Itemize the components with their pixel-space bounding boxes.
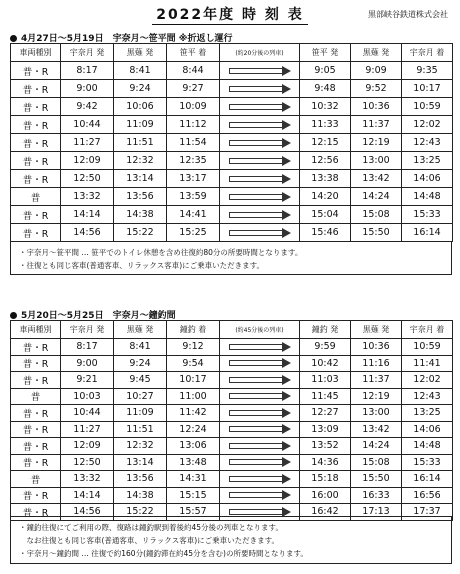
table-row <box>11 372 453 389</box>
table-row <box>11 355 453 372</box>
time-cell: 12:02 <box>402 116 453 134</box>
time-cell: 10:17 <box>167 372 220 389</box>
time-cell: 13:56 <box>114 471 167 488</box>
time-cell: 8:41 <box>114 62 167 80</box>
time-cell: 10:59 <box>402 339 453 356</box>
time-cell: 12:32 <box>114 438 167 455</box>
table-row <box>11 339 453 356</box>
time-cell: 11:27 <box>61 134 114 152</box>
car-type-cell: 普・R <box>11 170 61 188</box>
arrow-right-icon <box>229 376 291 384</box>
arrow-right-icon <box>229 193 291 201</box>
arrow-right-icon <box>229 343 291 351</box>
time-cell: 10:44 <box>61 405 114 422</box>
arrow-right-icon <box>229 425 291 433</box>
table-row <box>11 471 453 488</box>
time-cell: 14:56 <box>61 504 114 521</box>
arrow-cell <box>220 355 300 372</box>
time-cell: 17:13 <box>351 504 402 521</box>
time-cell: 11:51 <box>114 421 167 438</box>
time-cell: 16:14 <box>402 224 453 242</box>
table-row <box>11 421 453 438</box>
table-header <box>11 321 453 339</box>
time-cell: 14:38 <box>114 487 167 504</box>
time-cell: 13:09 <box>300 421 351 438</box>
time-cell: 13:32 <box>61 471 114 488</box>
car-type-cell: 普・R <box>11 116 61 134</box>
time-cell: 11:09 <box>114 405 167 422</box>
car-type-cell: 普・R <box>11 405 61 422</box>
time-cell: 14:20 <box>300 188 351 206</box>
table-row <box>11 80 453 98</box>
time-cell: 8:44 <box>167 62 220 80</box>
time-cell: 9:59 <box>300 339 351 356</box>
table-row <box>11 62 453 80</box>
time-cell: 13:32 <box>61 188 114 206</box>
column-header: 笹平 発 <box>300 44 351 62</box>
arrow-right-icon <box>229 85 291 93</box>
car-type-cell: 普・R <box>11 206 61 224</box>
time-cell: 9:35 <box>402 62 453 80</box>
arrow-right-icon <box>229 491 291 499</box>
car-type-cell: 普・R <box>11 98 61 116</box>
column-header: 黒薙 発 <box>351 321 402 339</box>
time-cell: 13:00 <box>351 405 402 422</box>
column-header: (約20分後の列車) <box>220 44 300 62</box>
time-cell: 13:52 <box>300 438 351 455</box>
time-cell: 11:41 <box>402 355 453 372</box>
company-name: 黒部峡谷鉄道株式会社 <box>368 10 448 19</box>
arrow-cell <box>220 224 300 242</box>
car-type-cell: 普 <box>11 388 61 405</box>
table-row <box>11 134 453 152</box>
time-cell: 9:24 <box>114 355 167 372</box>
time-cell: 11:27 <box>61 421 114 438</box>
time-cell: 15:25 <box>167 224 220 242</box>
time-cell: 16:14 <box>402 471 453 488</box>
time-cell: 14:31 <box>167 471 220 488</box>
time-cell: 8:41 <box>114 339 167 356</box>
car-type-cell: 普・R <box>11 504 61 521</box>
time-cell: 14:06 <box>402 421 453 438</box>
time-cell: 15:08 <box>351 454 402 471</box>
time-cell: 14:24 <box>351 438 402 455</box>
arrow-cell <box>220 339 300 356</box>
time-cell: 15:57 <box>167 504 220 521</box>
arrow-cell <box>220 134 300 152</box>
arrow-right-icon <box>229 359 291 367</box>
car-type-cell: 普・R <box>11 454 61 471</box>
time-cell: 14:48 <box>402 438 453 455</box>
time-cell: 14:14 <box>61 487 114 504</box>
table-row <box>11 116 453 134</box>
time-cell: 16:33 <box>351 487 402 504</box>
time-cell: 11:03 <box>300 372 351 389</box>
car-type-cell: 普・R <box>11 80 61 98</box>
time-cell: 13:38 <box>300 170 351 188</box>
time-cell: 12:56 <box>300 152 351 170</box>
arrow-cell <box>220 188 300 206</box>
time-cell: 10:36 <box>351 98 402 116</box>
column-header: 鐘釣 着 <box>167 321 220 339</box>
section2-notes <box>10 516 452 564</box>
arrow-right-icon <box>229 475 291 483</box>
time-cell: 15:50 <box>351 471 402 488</box>
arrow-right-icon <box>229 392 291 400</box>
time-cell: 15:33 <box>402 454 453 471</box>
time-cell: 11:37 <box>351 116 402 134</box>
column-header: 鐘釣 発 <box>300 321 351 339</box>
arrow-right-icon <box>229 409 291 417</box>
time-cell: 10:06 <box>114 98 167 116</box>
arrow-right-icon <box>229 175 291 183</box>
time-cell: 15:50 <box>351 224 402 242</box>
car-type-cell: 普・R <box>11 62 61 80</box>
time-cell: 13:42 <box>351 170 402 188</box>
time-cell: 16:56 <box>402 487 453 504</box>
section2-heading: 5月20日～5月25日 宇奈月～鐘釣間 <box>10 308 176 321</box>
time-cell: 13:56 <box>114 188 167 206</box>
time-cell: 10:44 <box>61 116 114 134</box>
page-title: 2022年度 時 刻 表 <box>0 4 460 24</box>
time-cell: 11:16 <box>351 355 402 372</box>
arrow-right-icon <box>229 229 291 237</box>
time-cell: 9:00 <box>61 80 114 98</box>
time-cell: 13:00 <box>351 152 402 170</box>
time-cell: 12:24 <box>167 421 220 438</box>
timetable-section2 <box>10 320 453 521</box>
column-header: (約45分後の列車) <box>220 321 300 339</box>
time-cell: 11:09 <box>114 116 167 134</box>
time-cell: 15:04 <box>300 206 351 224</box>
time-cell: 11:42 <box>167 405 220 422</box>
arrow-right-icon <box>229 67 291 75</box>
table-row <box>11 152 453 170</box>
time-cell: 9:12 <box>167 339 220 356</box>
time-cell: 11:37 <box>351 372 402 389</box>
arrow-cell <box>220 98 300 116</box>
car-type-cell: 普・R <box>11 438 61 455</box>
section1-heading: 4月27日～5月19日 宇奈月～笹平間 ※折返し運行 <box>10 31 232 44</box>
time-cell: 16:00 <box>300 487 351 504</box>
time-cell: 13:17 <box>167 170 220 188</box>
car-type-cell: 普・R <box>11 134 61 152</box>
time-cell: 15:15 <box>167 487 220 504</box>
column-header: 車両種別 <box>11 321 61 339</box>
time-cell: 12:15 <box>300 134 351 152</box>
car-type-cell: 普・R <box>11 372 61 389</box>
time-cell: 12:19 <box>351 388 402 405</box>
note-line: ・宇奈月～笹平間 … 笹平でのトイレ休憩を含め往復約80分の所要時間となります。 <box>19 248 303 257</box>
arrow-cell <box>220 454 300 471</box>
time-cell: 11:54 <box>167 134 220 152</box>
car-type-cell: 普・R <box>11 224 61 242</box>
time-cell: 8:17 <box>61 339 114 356</box>
column-header: 宇奈月 着 <box>402 44 453 62</box>
column-header: 笹平 着 <box>167 44 220 62</box>
time-cell: 10:42 <box>300 355 351 372</box>
time-cell: 14:41 <box>167 206 220 224</box>
time-cell: 10:27 <box>114 388 167 405</box>
time-cell: 15:22 <box>114 224 167 242</box>
time-cell: 12:09 <box>61 152 114 170</box>
time-cell: 13:06 <box>167 438 220 455</box>
column-header: 宇奈月 着 <box>402 321 453 339</box>
time-cell: 14:56 <box>61 224 114 242</box>
time-cell: 8:17 <box>61 62 114 80</box>
table-row <box>11 405 453 422</box>
time-cell: 11:51 <box>114 134 167 152</box>
time-cell: 14:48 <box>402 188 453 206</box>
arrow-cell <box>220 421 300 438</box>
note-line: ・往復とも同じ客車(普通客車、リラックス客車)にご乗車いただきます。 <box>19 261 265 270</box>
time-cell: 12:27 <box>300 405 351 422</box>
time-cell: 10:36 <box>351 339 402 356</box>
section1-notes <box>10 241 452 275</box>
time-cell: 12:02 <box>402 372 453 389</box>
time-cell: 13:14 <box>114 454 167 471</box>
arrow-right-icon <box>229 157 291 165</box>
arrow-cell <box>220 206 300 224</box>
time-cell: 15:22 <box>114 504 167 521</box>
car-type-cell: 普・R <box>11 487 61 504</box>
note-line: ・鐘釣往復にてご利用の際、復路は鐘釣駅到着後約45分後の列車となります。 <box>19 523 283 532</box>
arrow-right-icon <box>229 139 291 147</box>
arrow-cell <box>220 372 300 389</box>
arrow-cell <box>220 62 300 80</box>
time-cell: 9:24 <box>114 80 167 98</box>
time-cell: 14:36 <box>300 454 351 471</box>
table-row <box>11 98 453 116</box>
arrow-cell <box>220 170 300 188</box>
arrow-cell <box>220 80 300 98</box>
table-row <box>11 170 453 188</box>
time-cell: 13:25 <box>402 152 453 170</box>
time-cell: 9:52 <box>351 80 402 98</box>
time-cell: 15:33 <box>402 206 453 224</box>
table-header <box>11 44 453 62</box>
time-cell: 9:48 <box>300 80 351 98</box>
time-cell: 12:19 <box>351 134 402 152</box>
time-cell: 13:59 <box>167 188 220 206</box>
column-header: 黒薙 発 <box>114 44 167 62</box>
column-header: 黒薙 発 <box>351 44 402 62</box>
arrow-right-icon <box>229 508 291 516</box>
time-cell: 12:43 <box>402 134 453 152</box>
time-cell: 10:09 <box>167 98 220 116</box>
time-cell: 12:35 <box>167 152 220 170</box>
time-cell: 15:18 <box>300 471 351 488</box>
time-cell: 14:38 <box>114 206 167 224</box>
arrow-cell <box>220 152 300 170</box>
time-cell: 12:32 <box>114 152 167 170</box>
time-cell: 9:45 <box>114 372 167 389</box>
time-cell: 16:42 <box>300 504 351 521</box>
table-row <box>11 206 453 224</box>
time-cell: 12:50 <box>61 454 114 471</box>
arrow-cell <box>220 438 300 455</box>
time-cell: 10:03 <box>61 388 114 405</box>
arrow-right-icon <box>229 211 291 219</box>
column-header: 宇奈月 発 <box>61 44 114 62</box>
time-cell: 13:42 <box>351 421 402 438</box>
bullet-icon <box>10 312 17 319</box>
time-cell: 15:08 <box>351 206 402 224</box>
car-type-cell: 普 <box>11 471 61 488</box>
time-cell: 17:37 <box>402 504 453 521</box>
note-line: なお往復とも同じ客車(普通客車、リラックス客車)にご乗車いただきます。 <box>19 536 280 545</box>
bullet-icon <box>10 35 17 42</box>
time-cell: 13:48 <box>167 454 220 471</box>
car-type-cell: 普・R <box>11 421 61 438</box>
time-cell: 11:45 <box>300 388 351 405</box>
column-header: 宇奈月 発 <box>61 321 114 339</box>
time-cell: 13:14 <box>114 170 167 188</box>
time-cell: 9:00 <box>61 355 114 372</box>
time-cell: 9:05 <box>300 62 351 80</box>
time-cell: 9:42 <box>61 98 114 116</box>
time-cell: 14:14 <box>61 206 114 224</box>
column-header: 車両種別 <box>11 44 61 62</box>
car-type-cell: 普 <box>11 188 61 206</box>
time-cell: 12:09 <box>61 438 114 455</box>
time-cell: 11:00 <box>167 388 220 405</box>
time-cell: 11:12 <box>167 116 220 134</box>
time-cell: 9:21 <box>61 372 114 389</box>
arrow-right-icon <box>229 458 291 466</box>
note-line: ・宇奈月～鐘釣間 … 往復で約160分(鐘釣滞在約45分を含む)の所要時間となります。 <box>19 549 308 558</box>
time-cell: 11:33 <box>300 116 351 134</box>
table-row <box>11 224 453 242</box>
arrow-cell <box>220 116 300 134</box>
time-cell: 10:17 <box>402 80 453 98</box>
car-type-cell: 普・R <box>11 355 61 372</box>
time-cell: 10:59 <box>402 98 453 116</box>
time-cell: 13:25 <box>402 405 453 422</box>
time-cell: 10:32 <box>300 98 351 116</box>
arrow-right-icon <box>229 103 291 111</box>
time-cell: 14:06 <box>402 170 453 188</box>
arrow-right-icon <box>229 442 291 450</box>
arrow-cell <box>220 388 300 405</box>
arrow-cell <box>220 471 300 488</box>
arrow-right-icon <box>229 121 291 129</box>
time-cell: 12:43 <box>402 388 453 405</box>
time-cell: 9:09 <box>351 62 402 80</box>
timetable-section1 <box>10 43 453 242</box>
table-row <box>11 454 453 471</box>
column-header: 黒薙 発 <box>114 321 167 339</box>
time-cell: 12:50 <box>61 170 114 188</box>
car-type-cell: 普・R <box>11 152 61 170</box>
time-cell: 14:24 <box>351 188 402 206</box>
arrow-cell <box>220 405 300 422</box>
table-row <box>11 438 453 455</box>
car-type-cell: 普・R <box>11 339 61 356</box>
time-cell: 9:27 <box>167 80 220 98</box>
arrow-cell <box>220 487 300 504</box>
time-cell: 9:54 <box>167 355 220 372</box>
table-row <box>11 188 453 206</box>
table-row <box>11 487 453 504</box>
time-cell: 15:46 <box>300 224 351 242</box>
table-row <box>11 388 453 405</box>
